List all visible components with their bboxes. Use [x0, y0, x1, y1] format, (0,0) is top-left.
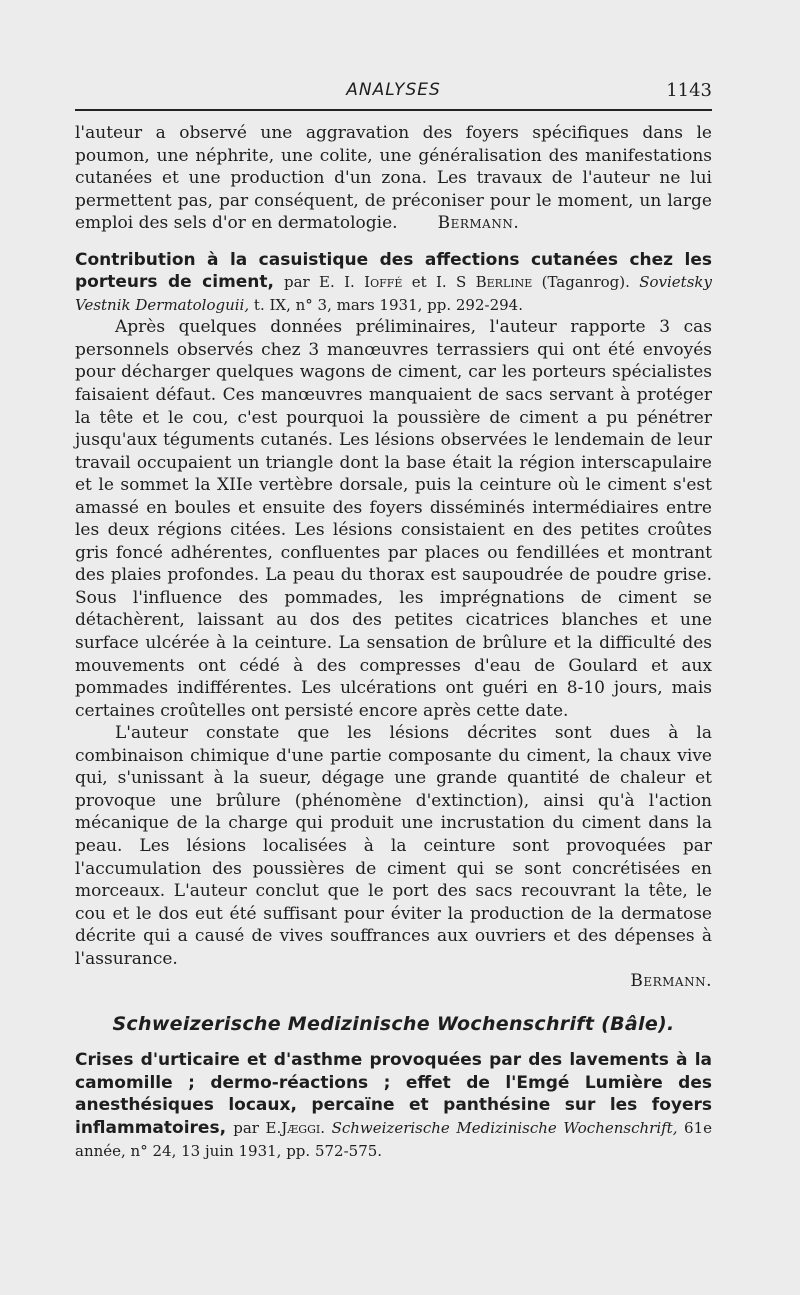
- running-title: ANALYSES: [346, 80, 441, 100]
- signature: Bermann.: [437, 213, 520, 234]
- continuation-text: l'auteur a observé une aggravation des foyers spécifiques dans le poumon, une néphrite, une colite, une généralisation des manifestations cutanées et une production d'un zona. Les travaux de l'auteur ne lui permettent pas, par conséquent, de préconiser pour le moment, un large emploi des sels d'or en dermatologie.: [75, 123, 712, 234]
- header-rule: [75, 109, 712, 111]
- citation: t. IX, n° 3, mars 1931, pp. 292-294.: [253, 295, 523, 314]
- authors-prefix: par E. I.: [283, 273, 355, 292]
- author-name: Berline: [475, 273, 533, 292]
- article-title-block: [75, 1049, 712, 1162]
- journal-name: Schweizerische Medizinische Wochenschrift,: [331, 1118, 678, 1137]
- article-title: Crises d'urticaire et d'asthme provoquées par des lavements à la camomille ; dermo-réactions ; effet de l'Emgé Lumière des anesthésiques locaux, percaïne et panthésine sur les foyers inflammatoires,: [75, 1050, 712, 1138]
- author-name: Ioffé: [364, 273, 403, 292]
- paragraph: Après quelques données préliminaires, l'auteur rapporte 3 cas personnels observés chez 3 manœuvres terrassiers qui ont été envoyés pour décharger quelques wagons de ciment, car les porteurs spécialistes faisaient défaut. Ces manœuvres manquaient de sacs servant à protéger la tête et le cou, c'est pourquoi la poussière de ciment a pu pénétrer jusqu'aux téguments cutanés. Les lésions observées le lendemain de leur travail occupaient un triangle dont la base était la région interscapulaire et le sommet la XIIe vertèbre dorsale, puis la ceinture où le ciment s'est amassé en boules et ensuite des foyers disséminés intermédiaires entre les deux régions citées. Les lésions consistaient en des petites croûtes gris foncé adhérentes, confluentes par places ou fendillées et montrant des plaies profondes. La peau du thorax est saupoudrée de poudre grise. Sous l'influence des pommades, les imprégnations de ciment se détachèrent, laissant au dos des petites cicatrices blanches et une surface ulcérée à la ceinture. La sensation de brûlure et la difficulté des mouvements ont cédé à des compresses d'eau de Goulard et aux pommades indifférentes. Les ulcérations ont guéri en 8-10 jours, mais certaines croûtelles ont persisté encore après cette date.: [75, 317, 712, 721]
- article-title-block: [75, 249, 712, 317]
- journal-name: Sovietsky Vestnik Dermatologuii,: [75, 273, 712, 314]
- authors-prefix: par E.: [233, 1118, 282, 1137]
- body-text: [75, 122, 712, 1162]
- page-header: [75, 80, 712, 110]
- page-number: 1143: [666, 80, 712, 101]
- authors-conjunction: et I. S: [411, 273, 467, 292]
- citation: 61e année, n° 24, 13 juin 1931, pp. 572-575.: [75, 1118, 713, 1160]
- article-title: Contribution à la casuistique des affections cutanées chez les porteurs de ciment,: [75, 249, 712, 293]
- paragraph: L'auteur constate que les lésions décrites sont dues à la combinaison chimique d'une partie composante du ciment, la chaux vive qui, s'unissant à la sueur, dégage une grande quantité de chaleur et provoque une brûlure (phénomène d'extinction), ainsi qu'à l'action mécanique de la charge qui produit une incrustation du ciment dans la peau. Les lésions localisées à la ceinture sont provoquées par l'accumulation des poussières de ciment qui se sont concrétisées en morceaux. L'auteur conclut que le port des sacs recouvrant la tête, le cou et le dos eut été suffisant pour éviter la production de la dermatose décrite qui a causé de vives souffrances aux ouvriers et des dépenses à l'assurance.: [75, 723, 712, 969]
- section-heading: Schweizerische Medizinische Wochenschrift (Bâle).: [112, 1012, 675, 1035]
- author-place: (Taganrog).: [541, 273, 630, 292]
- continuation-paragraph: [75, 122, 712, 235]
- author-name: Jæggi.: [281, 1118, 325, 1137]
- signature: Bermann.: [630, 971, 712, 992]
